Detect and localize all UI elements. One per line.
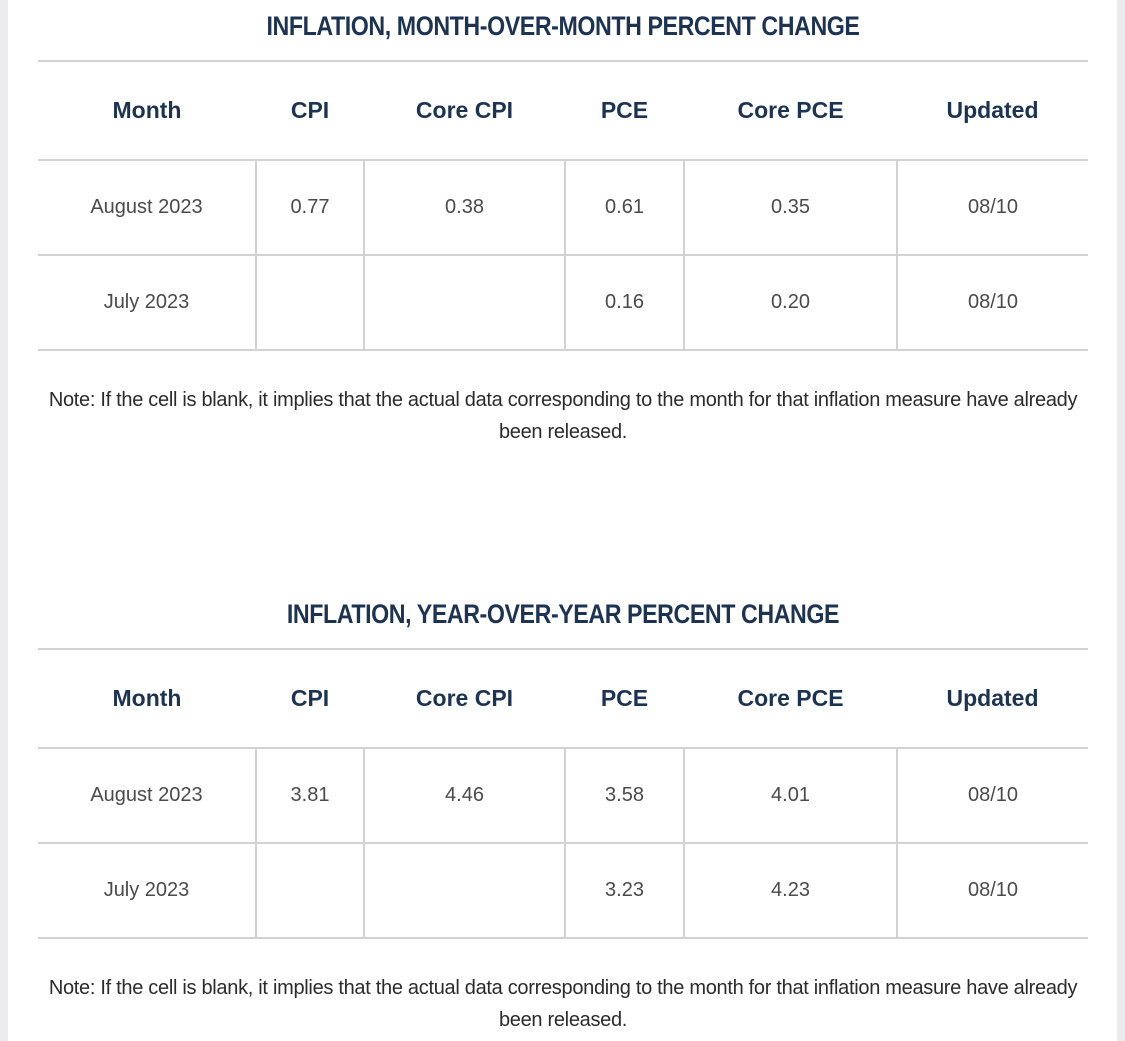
- header-updated: Updated: [897, 61, 1088, 160]
- cell-core-cpi: 0.38: [364, 160, 565, 255]
- header-core-cpi: Core CPI: [364, 649, 565, 748]
- table-row: [38, 160, 1088, 255]
- cell-updated: 08/10: [897, 748, 1088, 843]
- yoy-section: [38, 588, 1088, 1036]
- header-core-cpi: Core CPI: [364, 61, 565, 160]
- yoy-table-note: Note: If the cell is blank, it implies that the actual data corresponding to the month for that inflation measure have already been released.: [48, 977, 1078, 1031]
- cell-core-pce: 4.23: [684, 843, 897, 938]
- cell-core-cpi: [364, 255, 565, 350]
- cell-updated: 08/10: [897, 255, 1088, 350]
- table-header-row: [38, 649, 1088, 748]
- cell-cpi: 3.81: [256, 748, 364, 843]
- cell-core-pce: 0.35: [684, 160, 897, 255]
- cell-pce: 3.58: [565, 748, 684, 843]
- cell-cpi: [256, 843, 364, 938]
- cell-updated: 08/10: [897, 160, 1088, 255]
- cell-month: July 2023: [38, 843, 256, 938]
- header-pce: PCE: [565, 649, 684, 748]
- cell-pce: 0.61: [565, 160, 684, 255]
- mom-inflation-table: [38, 60, 1088, 351]
- cell-core-pce: 4.01: [684, 748, 897, 843]
- table-header-row: [38, 61, 1088, 160]
- header-pce: PCE: [565, 61, 684, 160]
- page: [8, 0, 1117, 1041]
- mom-table-note: Note: If the cell is blank, it implies that the actual data corresponding to the month for that inflation measure have already been released.: [48, 389, 1078, 443]
- cell-core-cpi: [364, 843, 565, 938]
- cell-updated: 08/10: [897, 843, 1088, 938]
- table-row: [38, 843, 1088, 938]
- table-row: [38, 748, 1088, 843]
- yoy-table-title: INFLATION, YEAR-OVER-YEAR PERCENT CHANGE: [286, 599, 840, 629]
- table-row: [38, 255, 1088, 350]
- header-updated: Updated: [897, 649, 1088, 748]
- mom-section: [38, 0, 1088, 448]
- mom-table-title: INFLATION, MONTH-OVER-MONTH PERCENT CHANGE: [266, 11, 860, 41]
- cell-month: August 2023: [38, 748, 256, 843]
- yoy-inflation-table: [38, 648, 1088, 939]
- header-core-pce: Core PCE: [684, 61, 897, 160]
- cell-core-pce: 0.20: [684, 255, 897, 350]
- header-core-pce: Core PCE: [684, 649, 897, 748]
- header-cpi: CPI: [256, 649, 364, 748]
- header-month: Month: [38, 61, 256, 160]
- cell-month: July 2023: [38, 255, 256, 350]
- header-month: Month: [38, 649, 256, 748]
- cell-cpi: 0.77: [256, 160, 364, 255]
- cell-pce: 0.16: [565, 255, 684, 350]
- cell-core-cpi: 4.46: [364, 748, 565, 843]
- cell-cpi: [256, 255, 364, 350]
- cell-month: August 2023: [38, 160, 256, 255]
- cell-pce: 3.23: [565, 843, 684, 938]
- header-cpi: CPI: [256, 61, 364, 160]
